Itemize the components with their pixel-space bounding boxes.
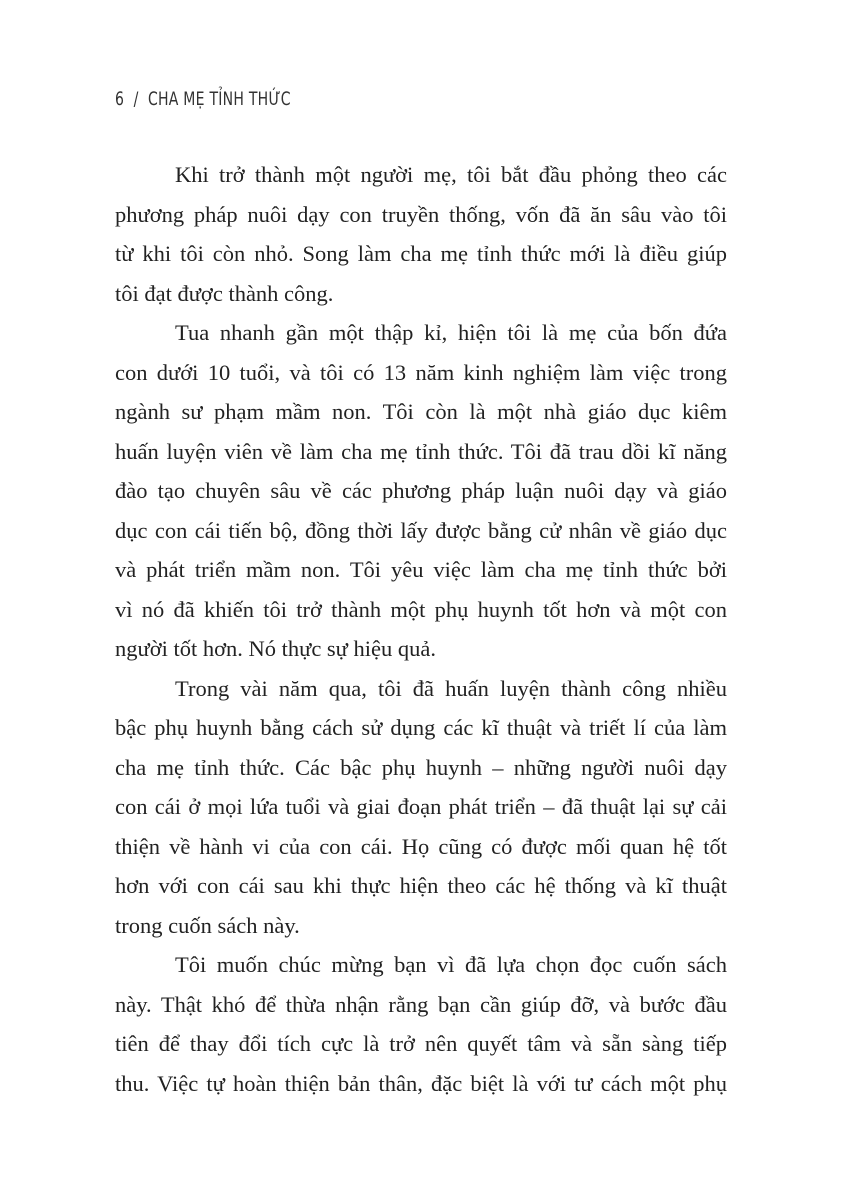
text-line: tiên để thay đổi tích cực là trở nên quyết tâm và sẵn sàng tiếp xyxy=(115,1031,727,1056)
paragraph xyxy=(115,945,727,1103)
book-title: CHA MẸ TỈNH THỨC xyxy=(147,88,291,110)
page-number: 6 xyxy=(115,88,125,110)
text-line: bậc phụ huynh bằng cách sử dụng các kĩ thuật và triết lí của làm xyxy=(115,715,727,740)
running-header xyxy=(115,88,291,110)
text-line: trong cuốn sách này. xyxy=(115,912,300,938)
body-text xyxy=(115,155,727,1103)
text-line: đào tạo chuyên sâu về các phương pháp luận nuôi dạy và giáo xyxy=(115,478,727,503)
text-line: Tua nhanh gần một thập kỉ, hiện tôi là mẹ của bốn đứa xyxy=(175,320,727,345)
text-line: vì nó đã khiến tôi trở thành một phụ huynh tốt hơn và một con xyxy=(115,596,727,622)
text-line: cha mẹ tỉnh thức. Các bậc phụ huynh – những người nuôi dạy xyxy=(115,754,727,780)
text-line: này. Thật khó để thừa nhận rằng bạn cần giúp đỡ, và bước đầu xyxy=(115,991,727,1017)
paragraph xyxy=(115,669,727,946)
text-line: phương pháp nuôi dạy con truyền thống, vốn đã ăn sâu vào tôi xyxy=(115,201,727,227)
paragraph xyxy=(115,313,727,669)
text-line: con dưới 10 tuổi, và tôi có 13 năm kinh nghiệm làm việc trong xyxy=(115,359,727,385)
text-line: từ khi tôi còn nhỏ. Song làm cha mẹ tỉnh thức mới là điều giúp xyxy=(115,241,727,266)
paragraph xyxy=(115,155,727,313)
text-line: huấn luyện viên về làm cha mẹ tỉnh thức. Tôi đã trau dồi kĩ năng xyxy=(115,438,727,464)
text-line: con cái ở mọi lứa tuổi và giai đoạn phát triển – đã thuật lại sự cải xyxy=(115,794,727,819)
text-line: Khi trở thành một người mẹ, tôi bắt đầu phỏng theo các xyxy=(175,162,727,187)
text-line: và phát triển mầm non. Tôi yêu việc làm cha mẹ tỉnh thức bởi xyxy=(115,557,727,582)
text-line: người tốt hơn. Nó thực sự hiệu quả. xyxy=(115,636,436,661)
text-line: Tôi muốn chúc mừng bạn vì đã lựa chọn đọc cuốn sách xyxy=(175,952,727,977)
text-line: thiện về hành vi của con cái. Họ cũng có được mối quan hệ tốt xyxy=(115,833,727,859)
text-line: thu. Việc tự hoàn thiện bản thân, đặc biệt là với tư cách một phụ xyxy=(115,1070,727,1096)
text-line: tôi đạt được thành công. xyxy=(115,280,334,306)
text-line: dục con cái tiến bộ, đồng thời lấy được bằng cử nhân về giáo dục xyxy=(115,517,727,543)
text-line: Trong vài năm qua, tôi đã huấn luyện thành công nhiều xyxy=(175,675,727,701)
text-line: hơn với con cái sau khi thực hiện theo các hệ thống và kĩ thuật xyxy=(115,873,727,898)
header-separator: / xyxy=(133,88,139,110)
text-line: ngành sư phạm mầm non. Tôi còn là một nhà giáo dục kiêm xyxy=(115,399,727,424)
